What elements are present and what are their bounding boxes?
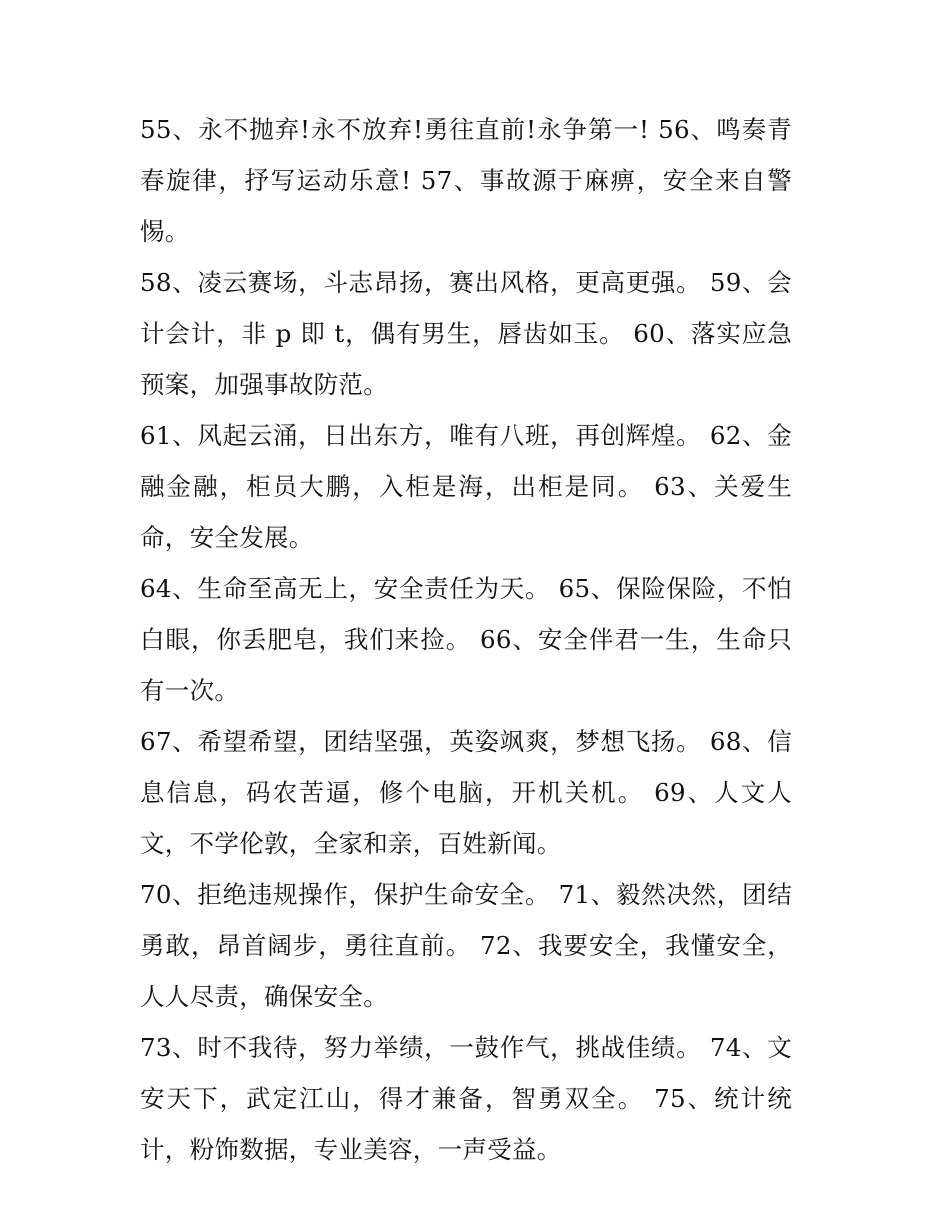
paragraph-58-60: 58、凌云赛场，斗志昂扬，赛出风格，更高更强。 59、会计会计，非 p 即 t，偶有男生，唇齿如玉。 60、落实应急预案，加强事故防范。 xyxy=(140,268,792,399)
document-body xyxy=(140,104,792,1175)
paragraph-55-57: 55、永不抛弃!永不放弃!勇往直前!永争第一! 56、鸣奏青春旋律，抒写运动乐意! 57、事故源于麻痹，安全来自警惕。 xyxy=(140,115,792,246)
paragraph-67-69: 67、希望希望，团结坚强，英姿飒爽，梦想飞扬。 68、信息信息，码农苦逼，修个电脑，开机关机。 69、人文人文，不学伦敦，全家和亲，百姓新闻。 xyxy=(140,727,792,858)
paragraph-70-72: 70、拒绝违规操作，保护生命安全。 71、毅然决然，团结勇敢，昂首阔步，勇往直前。 72、我要安全，我懂安全，人人尽责，确保安全。 xyxy=(140,880,792,1011)
paragraph-61-63: 61、风起云涌，日出东方，唯有八班，再创辉煌。 62、金融金融，柜员大鹏，入柜是海，出柜是同。 63、关爱生命，安全发展。 xyxy=(140,421,792,552)
paragraph-64-66: 64、生命至高无上，安全责任为天。 65、保险保险，不怕白眼，你丢肥皂，我们来捡。 66、安全伴君一生，生命只有一次。 xyxy=(140,574,792,705)
paragraph-73-75: 73、时不我待，努力举绩，一鼓作气，挑战佳绩。 74、文安天下，武定江山，得才兼备，智勇双全。 75、统计统计，粉饰数据，专业美容，一声受益。 xyxy=(140,1033,792,1164)
